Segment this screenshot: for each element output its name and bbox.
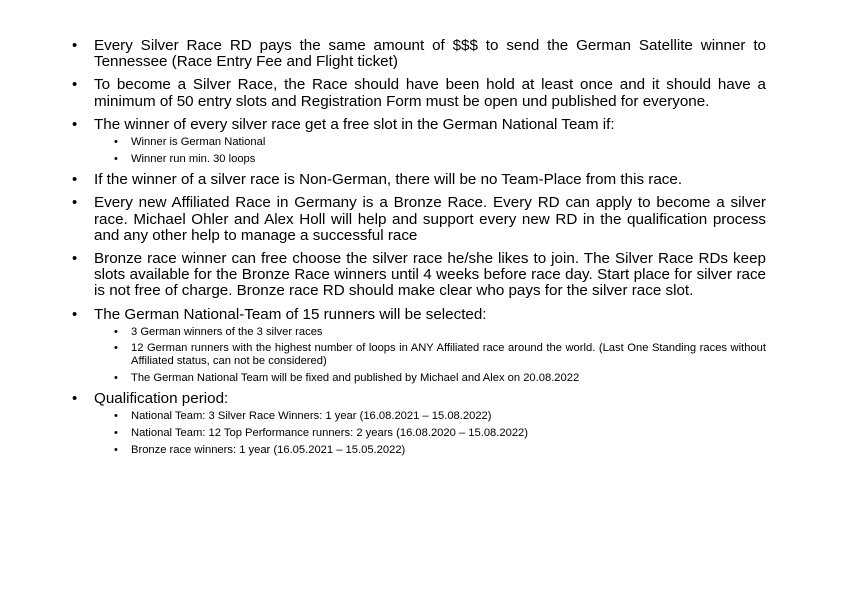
sub-text: 3 German winners of the 3 silver races xyxy=(131,325,323,338)
rule-item xyxy=(72,251,766,300)
sub-item xyxy=(94,136,766,149)
rule-text: The German National-Team of 15 runners will be selected: xyxy=(94,305,487,323)
rule-text: The winner of every silver race get a free slot in the German National Team if: xyxy=(94,115,615,133)
sub-text: 12 German runners with the highest number of loops in ANY Affiliated race around the world. (Last One Standing races without Affiliated status, can not be considered) xyxy=(131,342,766,368)
sub-text: The German National Team will be fixed and published by Michael and Alex on 20.08.2022 xyxy=(131,371,580,384)
sub-list xyxy=(94,326,766,384)
sub-item xyxy=(94,410,766,423)
rule-text: Bronze race winner can free choose the silver race he/she likes to join. The Silver Race RDs keep slots available for the Bronze Race winners until 4 weeks before race day. Start place for silver race is not free of charge. Bronze race RD should make clear who pays for the silver race slot. xyxy=(94,250,766,300)
sub-item xyxy=(94,444,766,457)
sub-text: Winner run min. 30 loops xyxy=(131,152,256,165)
rule-item xyxy=(72,195,766,244)
rule-item xyxy=(72,77,766,109)
rule-text: Qualification period: xyxy=(94,390,229,408)
rule-text: To become a Silver Race, the Race should have been hold at least once and it should have a minimum of 50 entry slots and Registration Form must be open und published for everyone. xyxy=(94,76,766,110)
sub-item xyxy=(94,153,766,166)
sub-item xyxy=(94,342,766,367)
rule-text: If the winner of a silver race is Non-German, there will be no Team-Place from this race. xyxy=(94,171,683,189)
sub-text: Winner is German National xyxy=(131,136,266,149)
sub-list xyxy=(94,136,766,165)
rule-item xyxy=(72,172,766,188)
slide-content xyxy=(72,38,766,463)
rule-text: Every Silver Race RD pays the same amount of $$$ to send the German Satellite winner to Tennessee (Race Entry Fee and Flight ticket) xyxy=(94,37,766,71)
sub-item xyxy=(94,372,766,385)
rule-item xyxy=(72,307,766,385)
sub-text: National Team: 3 Silver Race Winners: 1 year (16.08.2021 – 15.08.2022) xyxy=(131,410,492,423)
rule-item xyxy=(72,38,766,70)
sub-item xyxy=(94,427,766,440)
rule-item xyxy=(72,117,766,165)
rule-text: Every new Affiliated Race in Germany is a Bronze Race. Every RD can apply to become a silver race. Michael Ohler and Alex Holl will help and support every new RD in the qualification process and any other help to manage a successful race xyxy=(94,194,766,244)
sub-item xyxy=(94,326,766,339)
sub-list xyxy=(94,410,766,456)
rules-list xyxy=(72,38,766,456)
sub-text: National Team: 12 Top Performance runners: 2 years (16.08.2020 – 15.08.2022) xyxy=(131,427,528,439)
rule-item xyxy=(72,391,766,456)
sub-text: Bronze race winners: 1 year (16.05.2021 – 15.05.2022) xyxy=(131,443,406,456)
